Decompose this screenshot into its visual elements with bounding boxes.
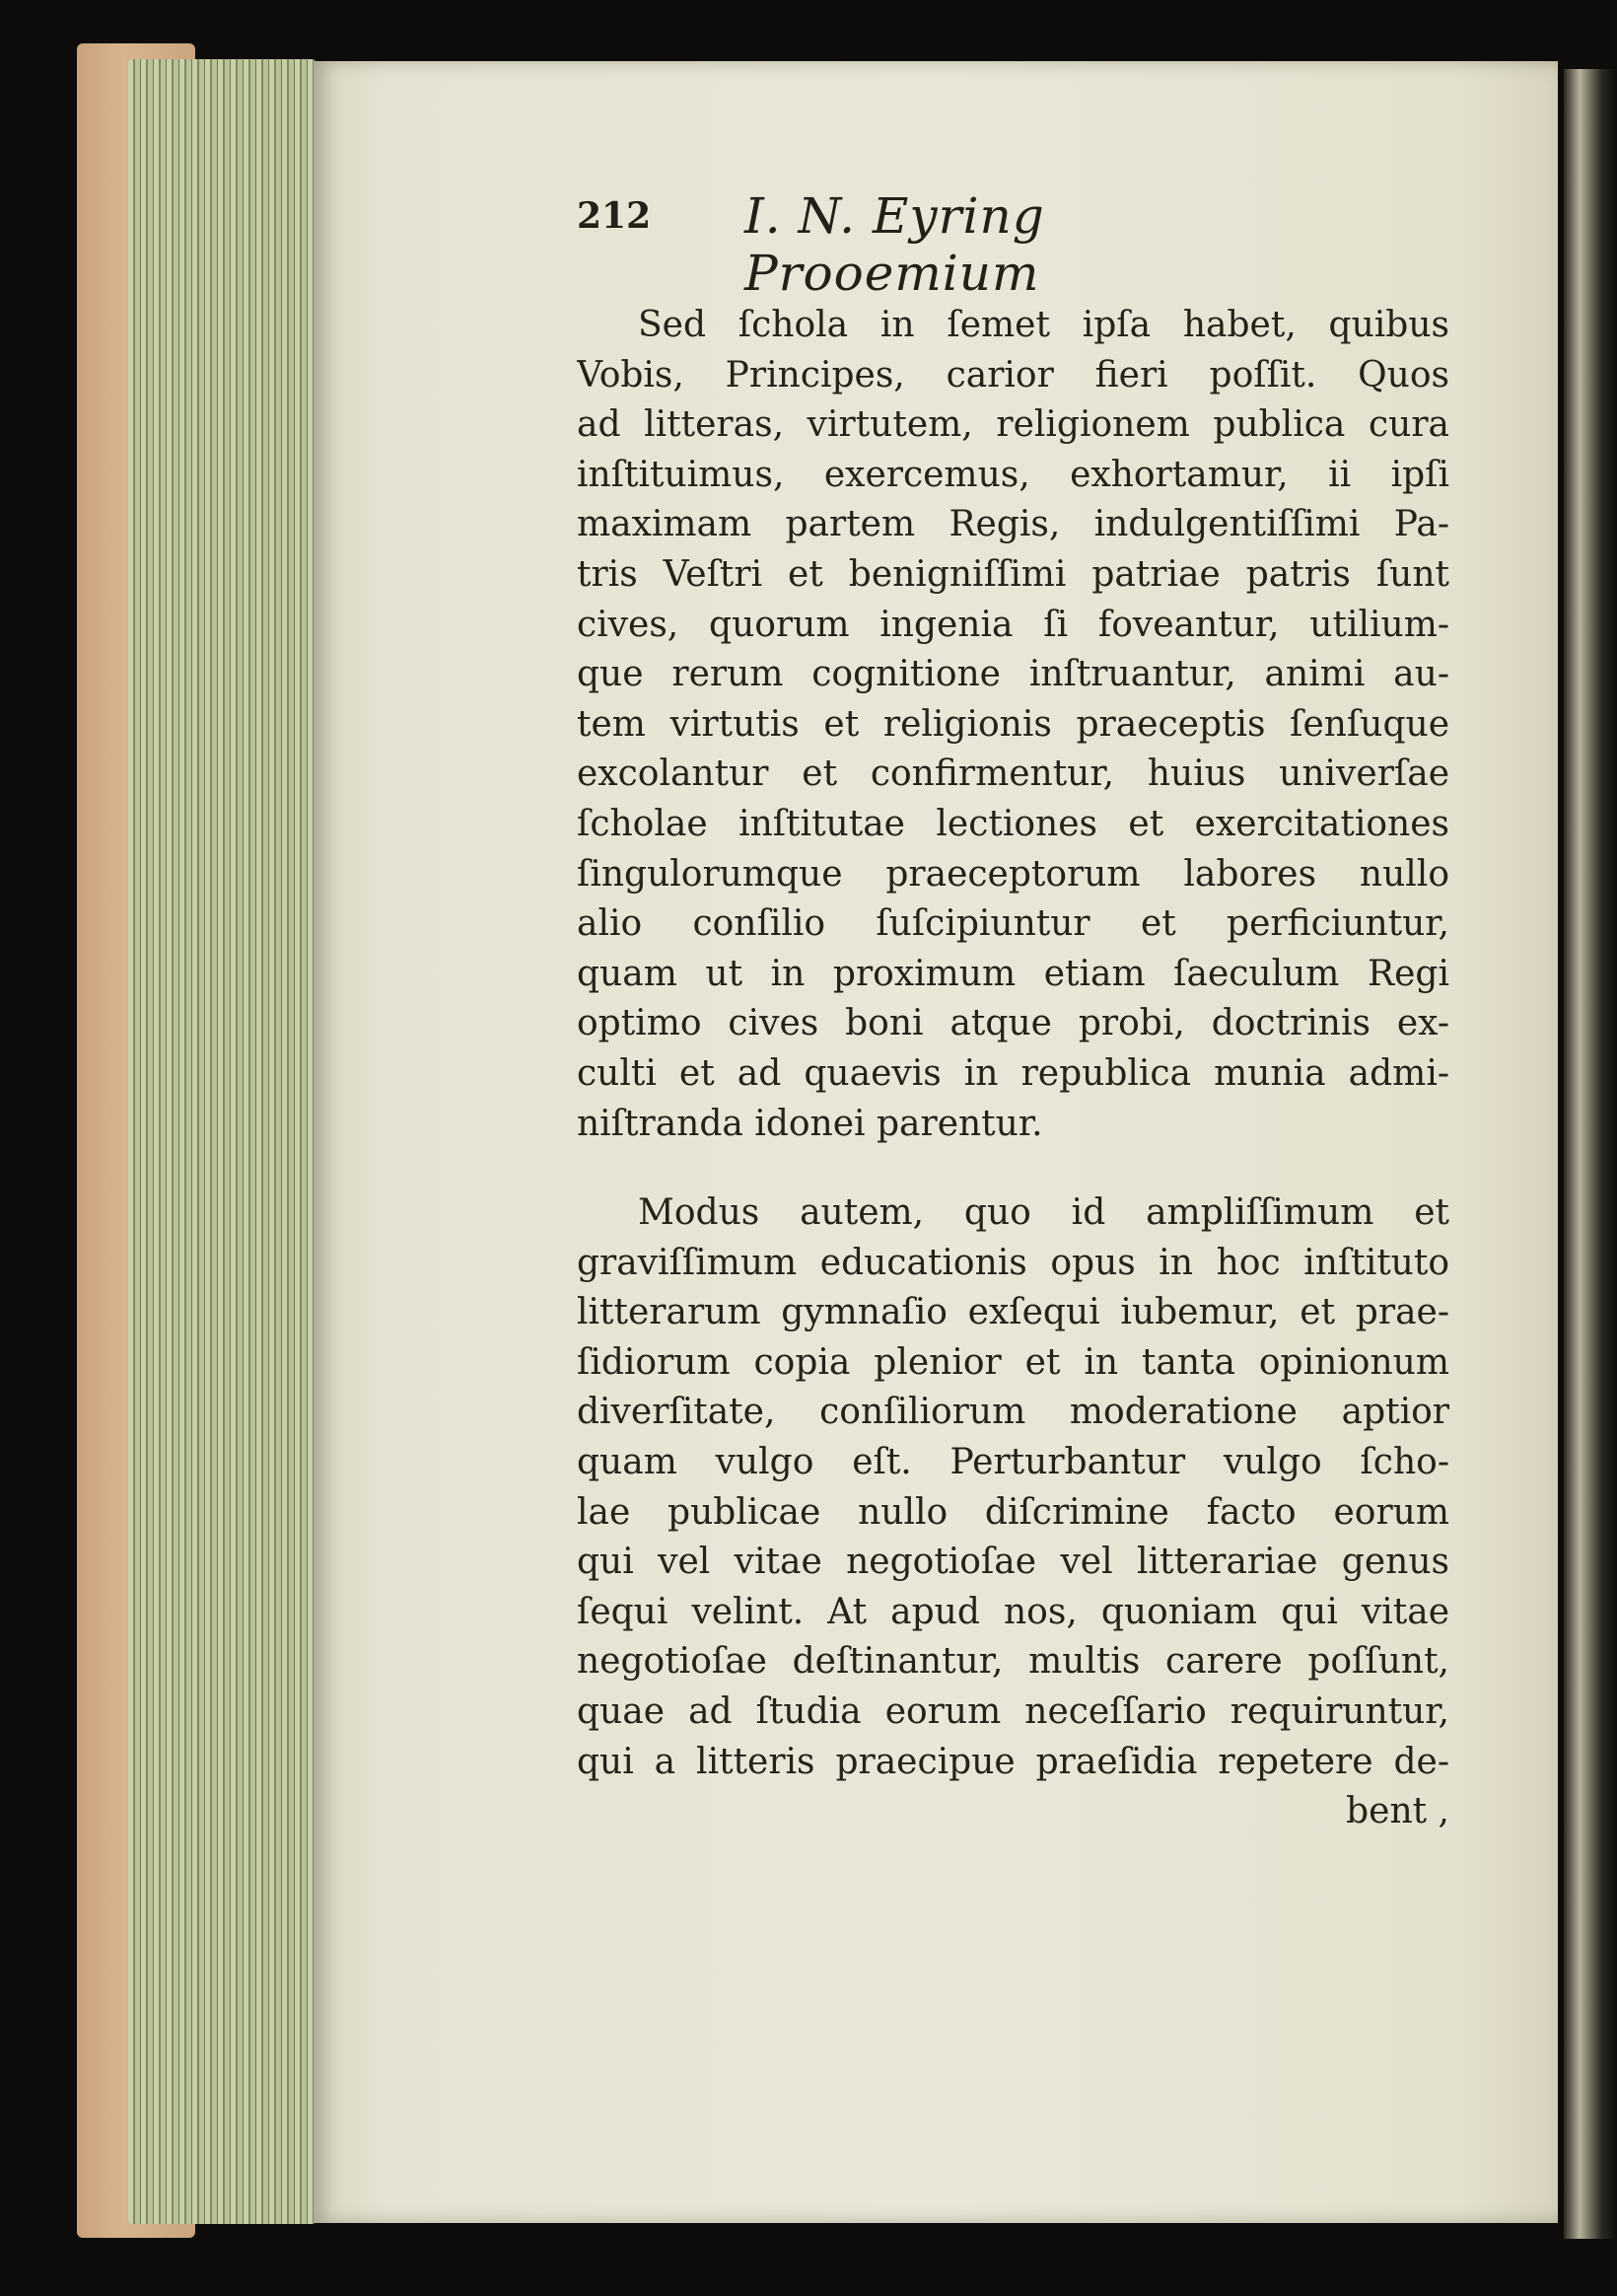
- text-line: diverſitate, conſiliorum moderatione aptior: [577, 1392, 1449, 1433]
- page-fore-edge: [128, 59, 316, 2224]
- paragraph-1: [577, 301, 1449, 1149]
- text-line: excolantur et confirmentur, huius univerſae: [577, 753, 1449, 795]
- text-line: alio conſilio ſuſcipiuntur et perficiuntur,: [577, 903, 1449, 945]
- paragraph-spacer: [577, 1149, 1449, 1188]
- catchword: bent ,: [1346, 1791, 1449, 1832]
- text-line: optimo cives boni atque probi, doctrinis ex-: [577, 1003, 1449, 1044]
- text-line: negotioſae deſtinantur, multis carere poſſunt,: [577, 1641, 1449, 1683]
- text-line: ſidiorum copia plenior et in tanta opinionum: [577, 1341, 1449, 1383]
- text-line: ſcholae inſtitutae lectiones et exercitationes: [577, 803, 1449, 844]
- text-line: qui vel vitae negotioſae vel litterariae genus: [577, 1542, 1449, 1583]
- text-line: ſequi velint. At apud nos, quoniam qui vitae: [577, 1591, 1449, 1632]
- text-line: niſtranda idonei parentur.: [577, 1103, 1043, 1144]
- text-line: graviſſimum educationis opus in hoc inſtituto: [577, 1242, 1449, 1283]
- next-page-edge: [1564, 69, 1617, 2239]
- body-text: [577, 301, 1449, 1837]
- text-line: quam ut in proximum etiam ſaeculum Regi: [577, 953, 1449, 994]
- text-line: quae ad ſtudia eorum neceſſario requiruntur,: [577, 1691, 1449, 1733]
- text-line: Modus autem, quo id ampliſſimum et: [638, 1192, 1449, 1234]
- running-head: I. N. Eyring Prooemium: [744, 187, 1045, 302]
- text-line: tris Veſtri et benigniſſimi patriae patris ſunt: [577, 553, 1449, 595]
- text-line: cives, quorum ingenia ſi foveantur, utilium-: [577, 604, 1449, 645]
- text-line: ſingulorumque praeceptorum labores nullo: [577, 853, 1449, 895]
- text-line: tem virtutis et religionis praeceptis ſenſuque: [577, 703, 1449, 745]
- text-line: qui a litteris praecipue praeſidia repetere de-: [577, 1741, 1449, 1782]
- text-line: Sed ſchola in ſemet ipſa habet, quibus: [638, 305, 1449, 345]
- text-line: culti et ad quaevis in republica munia admi-: [577, 1052, 1449, 1094]
- paragraph-2: [577, 1188, 1449, 1787]
- text-line: litterarum gymnaſio exſequi iubemur, et prae-: [577, 1292, 1449, 1333]
- page-number: 212: [577, 195, 652, 237]
- page-header: [577, 187, 1346, 302]
- text-line: lae publicae nullo diſcrimine facto eorum: [577, 1491, 1449, 1533]
- text-line: Vobis, Principes, carior fieri poſſit. Quos: [577, 354, 1449, 395]
- text-line: maximam partem Regis, indulgentiſſimi Pa-: [577, 504, 1449, 545]
- text-line: ad litteras, virtutem, religionem publica cura: [577, 404, 1449, 446]
- text-line: inſtituimus, exercemus, exhortamur, ii ipſi: [577, 454, 1449, 495]
- text-line: quam vulgo eſt. Perturbantur vulgo ſcho-: [577, 1442, 1449, 1483]
- text-line: que rerum cognitione inſtruantur, animi au-: [577, 654, 1449, 695]
